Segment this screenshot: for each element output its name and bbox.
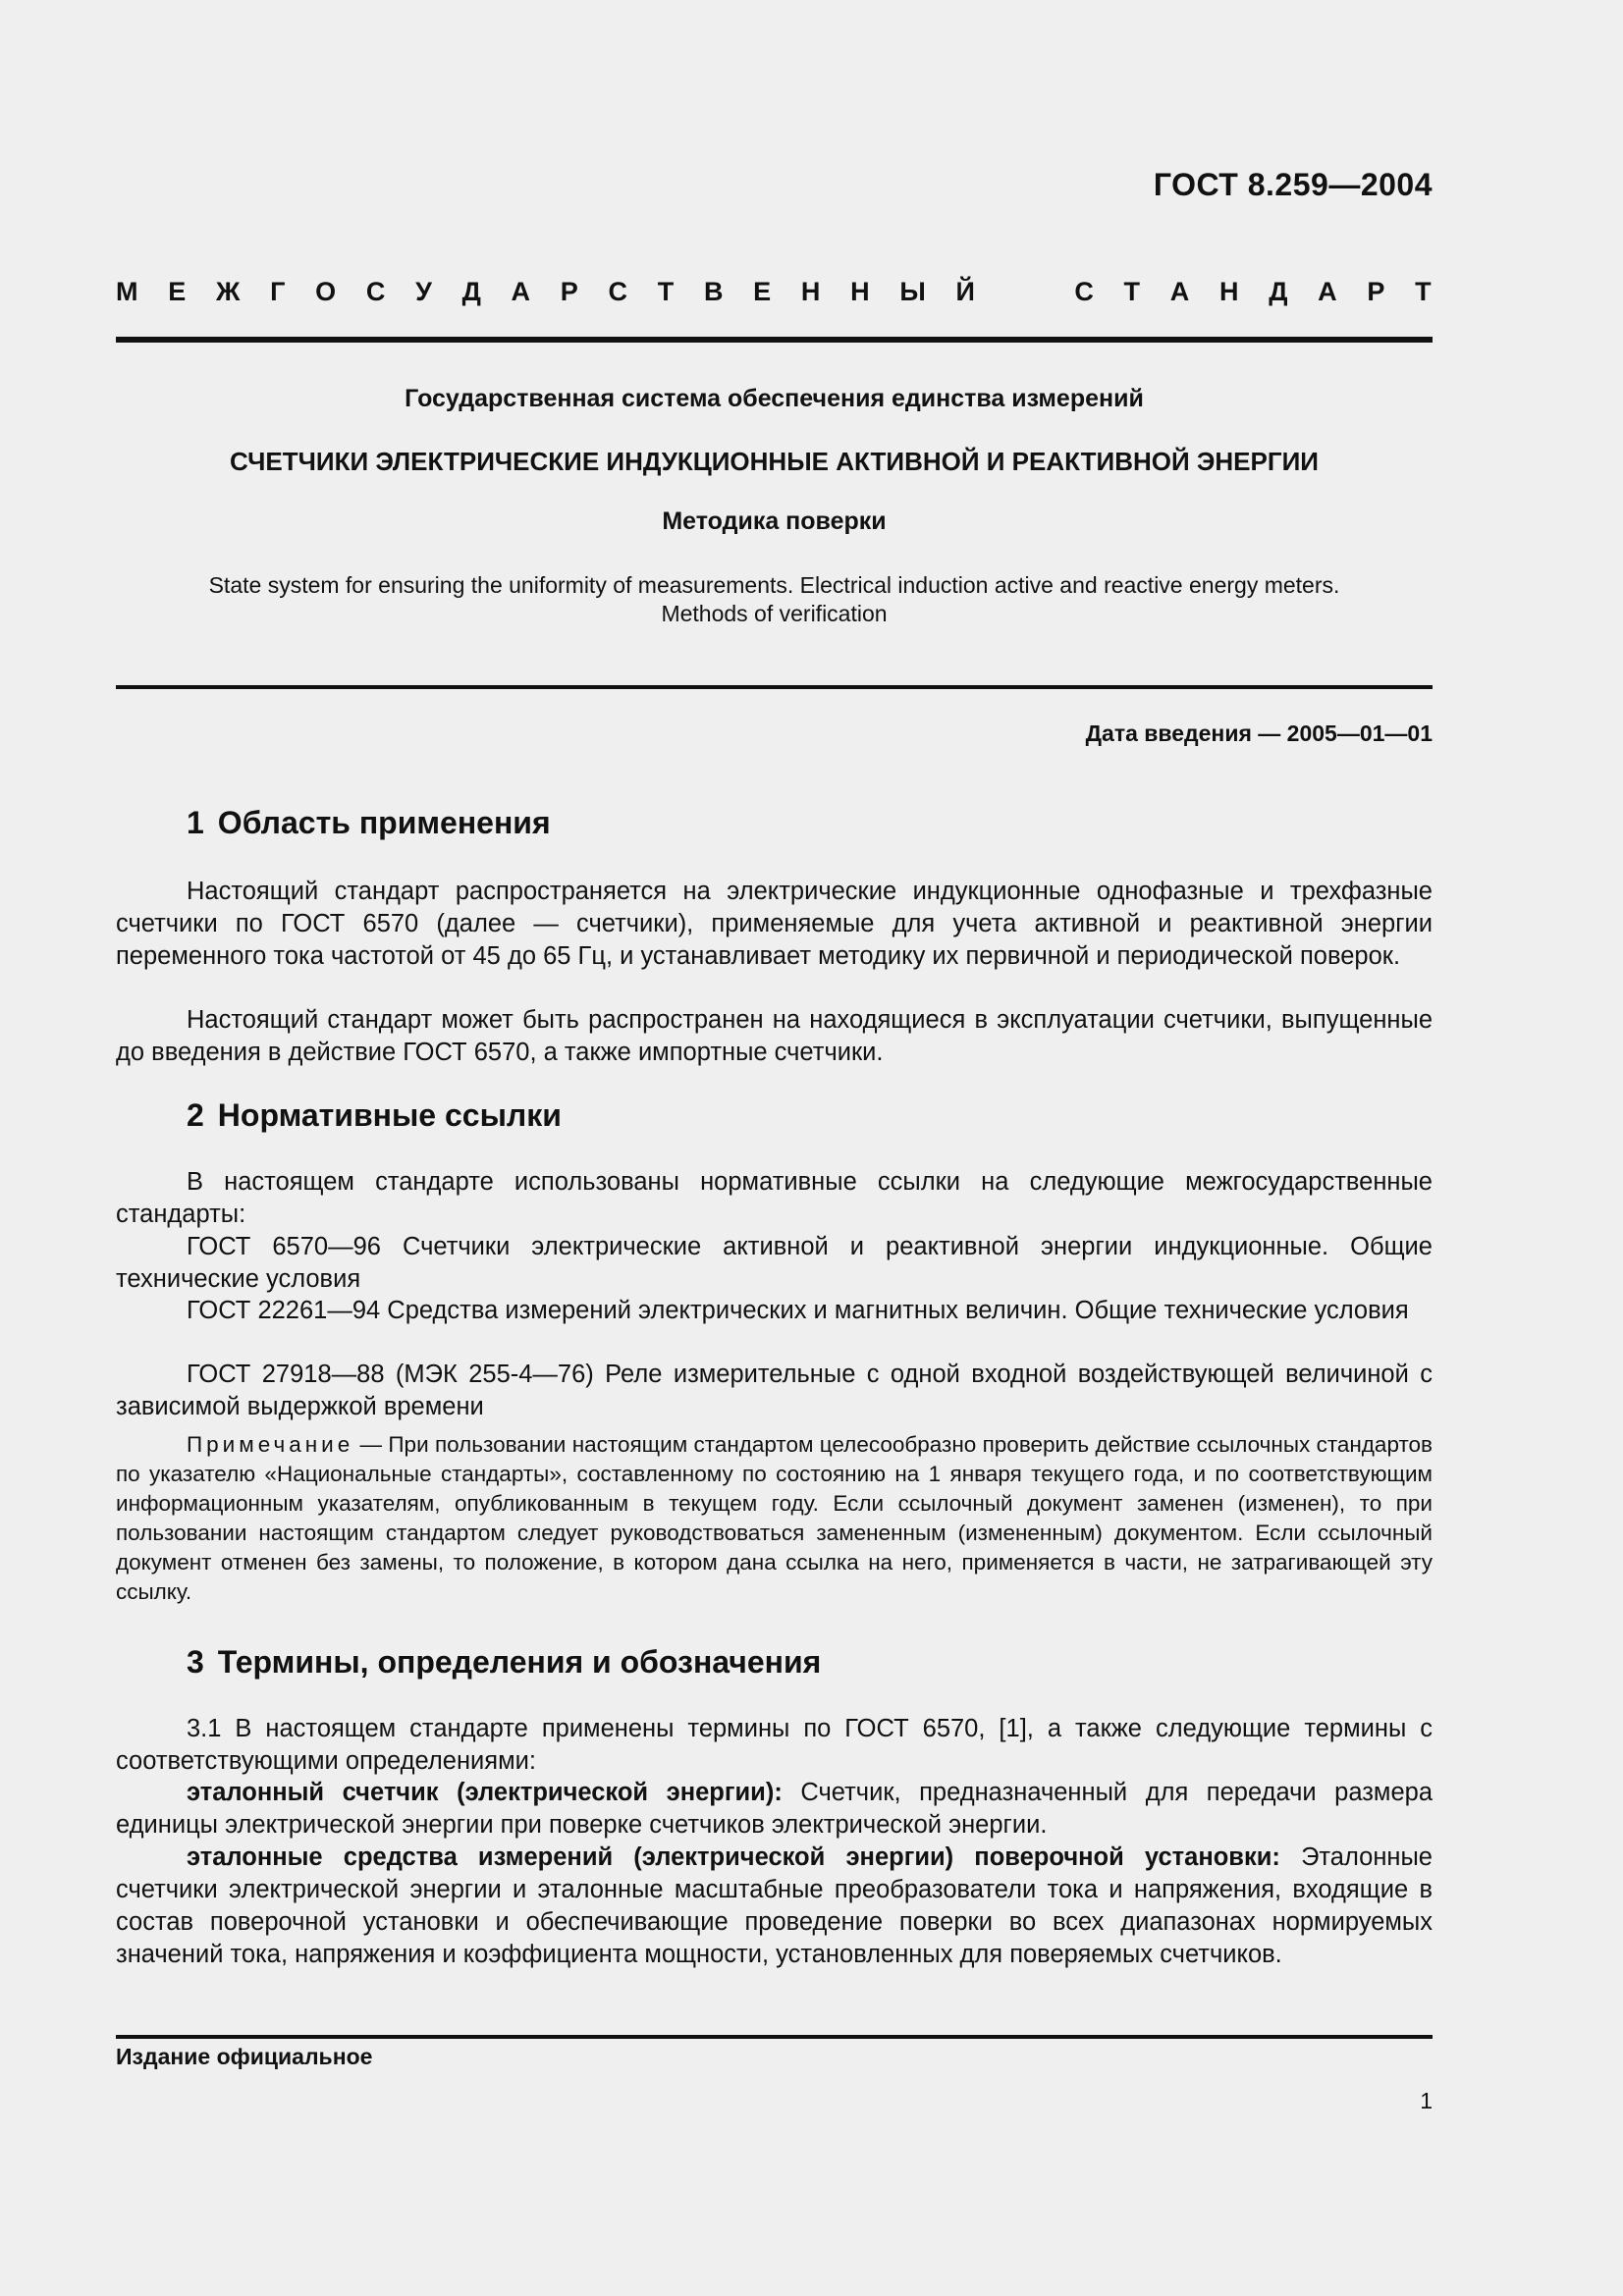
- note-label: Примечание: [187, 1432, 354, 1457]
- paragraph: [116, 1004, 1433, 1069]
- definition: Эталонные счетчики электрической энергии и эталонные масштабные преобразователи тока и напряжения, входящие в состав поверочной установки и обеспечивающие проведение поверки во всех диапазонах нормируемых значений тока, напряжения и коэффициента мощности, установленных для поверяемых счетчиков.: [116, 1843, 1433, 1968]
- term: эталонные средства измерений (электрической энергии) поверочной установки:: [187, 1843, 1280, 1871]
- banner-letter: Н: [1218, 277, 1239, 306]
- method-subtitle: Методика поверки: [662, 507, 887, 535]
- reference-text: ГОСТ 22261—94 Средства измерений электрических и магнитных величин. Общие технические условия: [187, 1297, 1409, 1324]
- banner-letter: А: [511, 277, 531, 306]
- section-heading-normative-references: [187, 1097, 562, 1134]
- banner-letter: Ы: [899, 277, 926, 306]
- paragraph: [116, 1166, 1433, 1231]
- banner-letter: Д: [1269, 277, 1288, 306]
- term-definition: [116, 1842, 1433, 1971]
- paragraph: [116, 1713, 1433, 1778]
- paragraph-text: В настоящем стандарте использованы нормативные ссылки на следующие межгосударственные стандарты:: [116, 1168, 1433, 1228]
- banner-letter: Ж: [215, 277, 241, 306]
- paragraph-text: Настоящий стандарт может быть распространен на находящиеся в эксплуатации счетчики, выпущенные до введения в действие ГОСТ 6570, а также импортные счетчики.: [116, 1006, 1433, 1066]
- banner-letter: Е: [753, 277, 772, 306]
- section-title: Нормативные ссылки: [217, 1097, 562, 1133]
- section-number: 1: [187, 805, 204, 840]
- term-definition: [116, 1777, 1433, 1842]
- footer-divider: [116, 2035, 1433, 2039]
- paragraph-text: 3.1 В настоящем стандарте применены термины по ГОСТ 6570, [1], а также следующие термины с соответствующими определениями:: [116, 1715, 1433, 1775]
- banner-letter: Р: [1367, 277, 1385, 306]
- definition: Счетчик, предназначенный для передачи размера единицы электрической энергии при поверке счетчиков электрической энергии.: [116, 1779, 1434, 1839]
- reference-text: ГОСТ 6570—96 Счетчики электрические активной и реактивной энергии индукционные. Общие технические условия: [116, 1233, 1433, 1293]
- section-title: Область применения: [217, 805, 551, 840]
- edition-label: Издание официальное: [116, 2044, 373, 2069]
- paragraph: [116, 876, 1433, 973]
- reference-item: [116, 1359, 1433, 1423]
- english-title: [116, 571, 1433, 628]
- note: [116, 1430, 1433, 1607]
- banner-letter: Д: [461, 277, 481, 306]
- english-title-line: Methods of verification: [661, 601, 888, 626]
- english-title-line: State system for ensuring the uniformity of measurements. Electrical induction active and reactive energy meters.: [208, 572, 1340, 598]
- banner-letter: С: [365, 277, 386, 306]
- banner-letter: В: [703, 277, 724, 306]
- banner-word-gap: [1005, 277, 1045, 307]
- note-text: — При пользовании настоящим стандартом целесообразно проверить действие ссылочных стандартов по указателю «Национальные стандарты», составленному по состоянию на 1 января текущего года, и по соответствующим информационным указателям, опубликованным в текущем году. Если ссылочный документ заменен (изменен), то при пользовании настоящим стандартом следует руководствоваться замененным (измененным) документом. Если ссылочный документ отменен без замены, то положение, в котором дана ссылка на него, применяется в части, не затрагивающей эту ссылку.: [116, 1432, 1433, 1604]
- page-number: 1: [1420, 2088, 1433, 2113]
- banner-letter: Г: [270, 277, 286, 306]
- section-heading-scope: [187, 805, 551, 841]
- banner-letter: У: [415, 277, 432, 306]
- banner-letter: А: [1169, 277, 1190, 306]
- banner-letter: С: [608, 277, 627, 306]
- reference-item: [116, 1295, 1433, 1327]
- standard-title: СЧЕТЧИКИ ЭЛЕКТРИЧЕСКИЕ ИНДУКЦИОННЫЕ АКТИВНОЙ И РЕАКТИВНОЙ ЭНЕРГИИ: [230, 447, 1319, 476]
- interstate-standard-banner: [116, 277, 1432, 307]
- section-number: 2: [187, 1097, 204, 1133]
- banner-letter: Т: [1123, 277, 1141, 306]
- banner-letter: М: [116, 277, 138, 306]
- document-number: ГОСТ 8.259—2004: [1153, 167, 1433, 202]
- reference-item: [116, 1231, 1433, 1296]
- banner-letter: А: [1318, 277, 1337, 306]
- banner-letter: О: [315, 277, 337, 306]
- banner-letter: Н: [800, 277, 821, 306]
- section-number: 3: [187, 1644, 204, 1680]
- banner-letter: С: [1074, 277, 1094, 306]
- reference-text: ГОСТ 27918—88 (МЭК 255-4—76) Реле измерительные с одной входной воздействующей величиной с зависимой выдержкой времени: [116, 1361, 1433, 1420]
- banner-letter: Р: [560, 277, 578, 306]
- banner-letter: Н: [850, 277, 870, 306]
- banner-letter: Й: [955, 277, 975, 306]
- introduction-date: Дата введения — 2005—01—01: [1085, 721, 1433, 746]
- banner-letter: Т: [657, 277, 675, 306]
- title-divider: [116, 685, 1433, 689]
- header-divider: [116, 337, 1433, 343]
- system-title: Государственная система обеспечения единства измерений: [405, 385, 1144, 412]
- paragraph-text: Настоящий стандарт распространяется на электрические индукционные однофазные и трехфазные счетчики по ГОСТ 6570 (далее — счетчики), применяемые для учета активной и реактивной энергии переменного тока частотой от 45 до 65 Гц, и устанавливает методику их первичной и периодической поверок.: [116, 878, 1433, 970]
- term: эталонный счетчик (электрической энергии):: [187, 1779, 783, 1806]
- section-title: Термины, определения и обозначения: [217, 1644, 822, 1680]
- banner-letter: Е: [168, 277, 187, 306]
- banner-letter: Т: [1415, 277, 1432, 306]
- section-heading-terms: [187, 1644, 821, 1681]
